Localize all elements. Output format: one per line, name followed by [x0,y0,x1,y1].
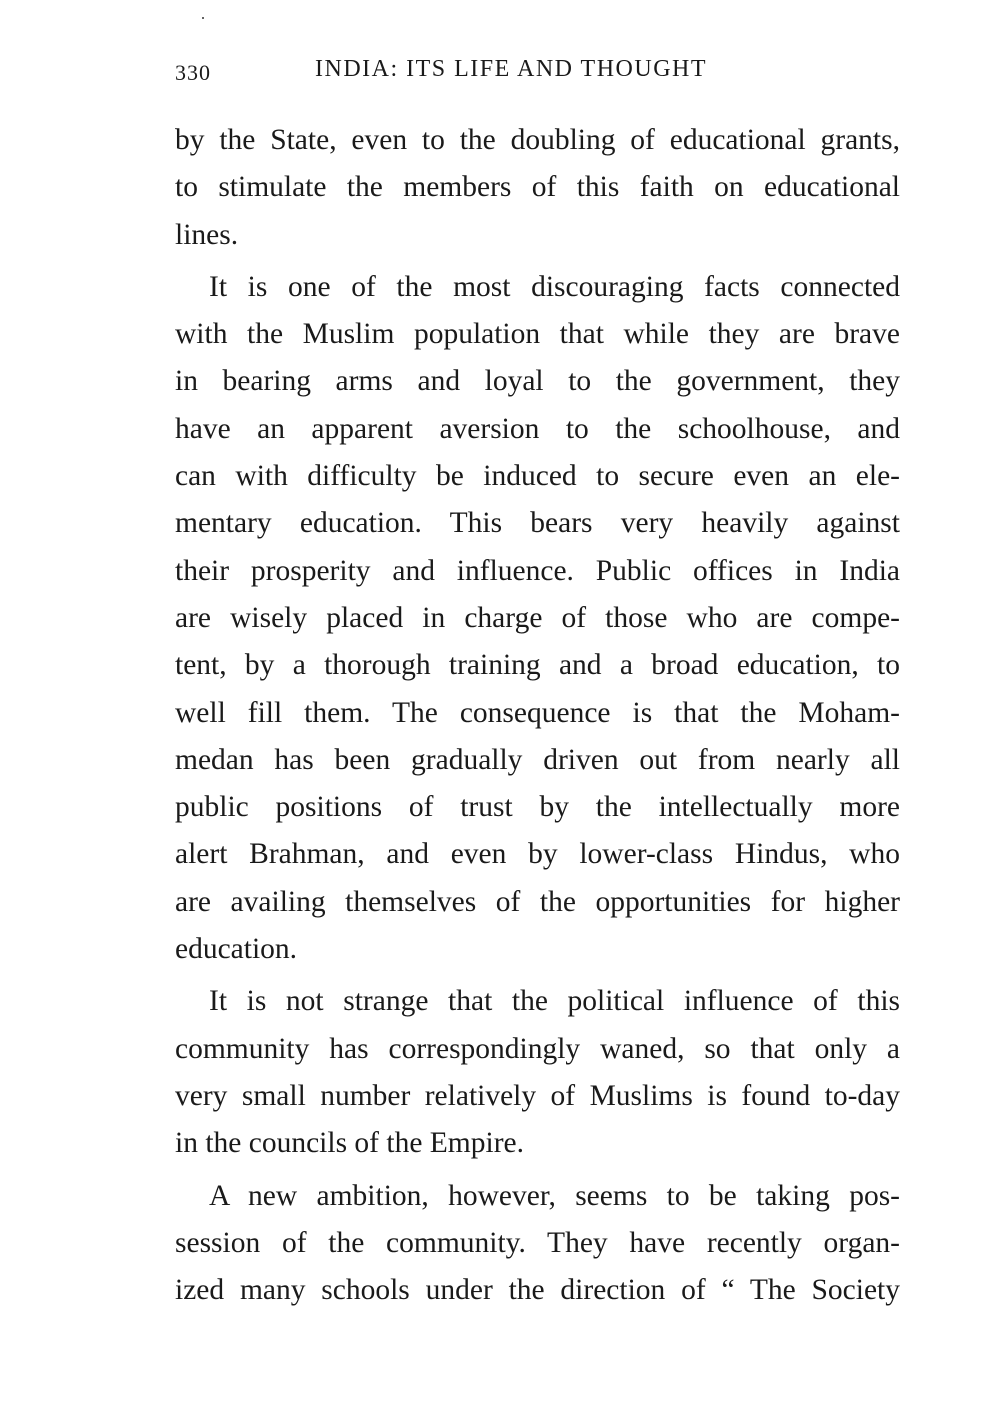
text-line: can with difficulty be induced to secure even an ele- [175,460,900,493]
text-line: with the Muslim population that while they are brave [175,318,900,351]
text-line: their prosperity and influence. Public offices in India [175,554,900,587]
text-line: to stimulate the members of this faith on educational [175,171,900,204]
print-speck [202,17,204,19]
text-line: medan has been gradually driven out from nearly all [175,743,900,776]
text-line: very small number relatively of Muslims is found to-day [175,1079,900,1112]
text-line: have an apparent aversion to the schoolhouse, and [175,412,900,445]
text-line: in bearing arms and loyal to the government, they [175,365,900,398]
paragraph-1 [175,117,900,259]
text-line: alert Brahman, and even by lower-class Hindus, who [175,838,900,871]
text-line: ized many schools under the direction of “ The Society [175,1274,900,1307]
paragraph-4 [175,1173,900,1315]
page-number: 330 [175,60,211,85]
text-line: education. [175,933,298,966]
text-line: public positions of trust by the intellectually more [175,791,900,824]
text-line: It is not strange that the political influence of this [209,985,900,1018]
text-line: mentary education. This bears very heavily against [175,507,900,540]
text-line: in the councils of the Empire. [175,1127,524,1160]
text-line: It is one of the most discouraging facts connected [209,270,900,303]
text-line: are wisely placed in charge of those who are compe- [175,601,900,634]
page-header [175,56,900,96]
text-line: A new ambition, however, seems to be taking pos- [209,1179,900,1212]
paragraph-2 [175,264,900,973]
text-line: session of the community. They have recently organ- [175,1226,900,1259]
text-line: by the State, even to the doubling of educational grants, [175,124,900,156]
paragraph-3 [175,978,900,1167]
body-text [175,117,900,1319]
text-line: are availing themselves of the opportunities for higher [175,885,900,918]
running-title: INDIA: ITS LIFE AND THOUGHT [315,56,708,82]
text-line: lines. [175,218,239,251]
text-line: community has correspondingly waned, so that only a [175,1032,900,1065]
text-line: well fill them. The consequence is that the Moham- [175,696,900,729]
text-line: tent, by a thorough training and a broad education, to [175,649,900,682]
